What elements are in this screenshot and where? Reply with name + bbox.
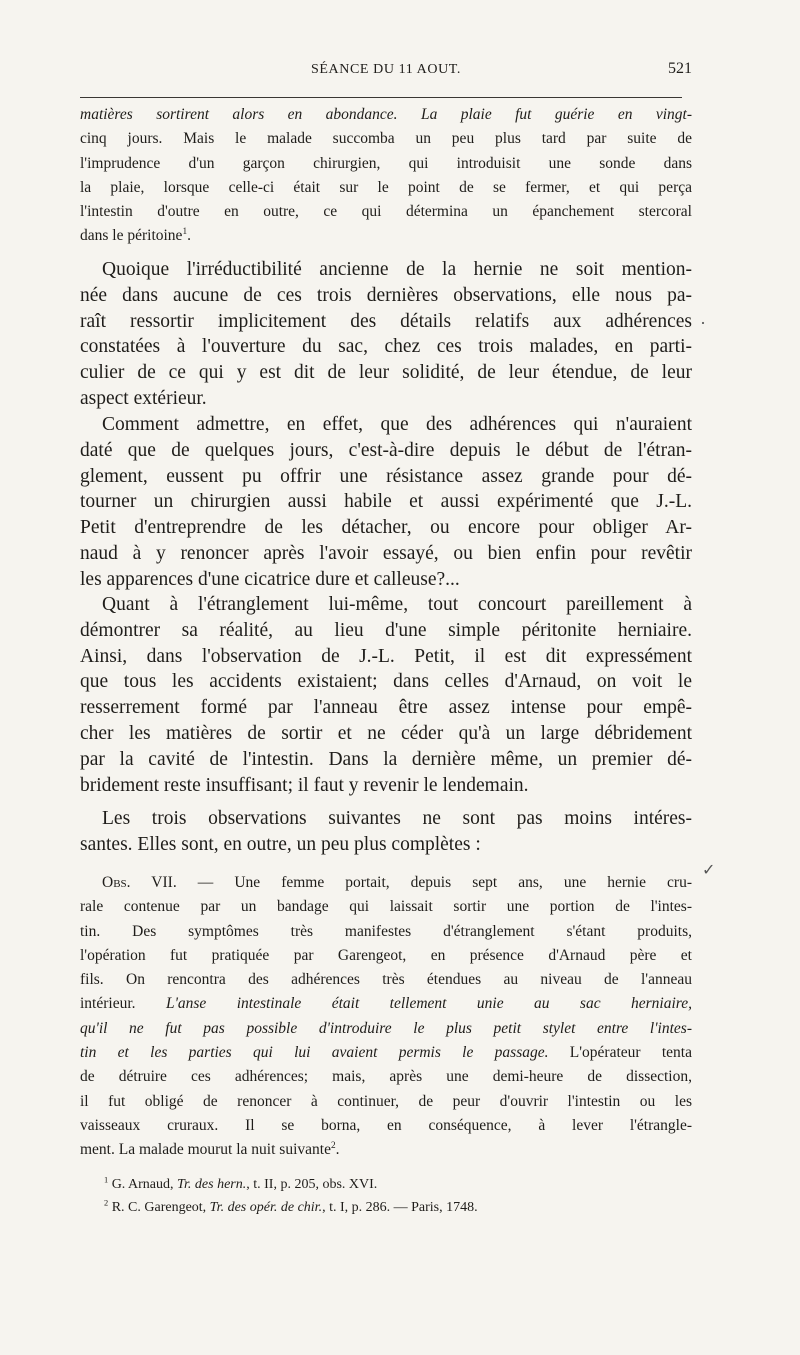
text-segment-italic: Tr. des opér. de chir. bbox=[209, 1200, 323, 1215]
header-rule bbox=[80, 97, 682, 98]
text-line: glement, eussent pu offrir une résistance assez grande pour dé- bbox=[80, 465, 692, 487]
text-line bbox=[80, 103, 692, 127]
text-segment: R. C. Garengeot, bbox=[108, 1200, 210, 1215]
page-number: 521 bbox=[668, 60, 692, 77]
text-line: Ainsi, dans l'observation de J.-L. Petit, il est dit expressément bbox=[80, 645, 692, 667]
text-line: Quant à l'étranglement lui-même, tout concourt pareillement à bbox=[102, 594, 692, 615]
text-line: constatées à l'ouverture du sac, chez ces trois malades, en parti- bbox=[80, 336, 692, 358]
text-segment: G. Arnaud, bbox=[108, 1177, 178, 1192]
text-segment-italic: qu'il ne fut pas possible d'introduire le plus petit stylet entre l'intes- bbox=[80, 1019, 692, 1037]
text-line bbox=[80, 992, 692, 1016]
paragraph-irreductibilite bbox=[80, 257, 692, 412]
text-segment: L'opérateur tenta bbox=[548, 1044, 692, 1062]
text-line: Les trois observations suivantes ne sont pas moins intéres- bbox=[102, 808, 692, 829]
text-line: rale contenue par un bandage qui laissait sortir une portion de l'intes- bbox=[80, 898, 692, 916]
paragraph-continuation bbox=[80, 103, 692, 249]
margin-dot: · bbox=[700, 313, 706, 333]
text-line: santes. Elles sont, en outre, un peu plus complètes : bbox=[80, 833, 481, 855]
text-line: Quoique l'irréductibilité ancienne de la hernie ne soit mention- bbox=[102, 259, 692, 280]
text-line: que tous les accidents existaient; dans celles d'Arnaud, on voit le bbox=[80, 671, 692, 693]
footnote-2 bbox=[104, 1196, 684, 1219]
text-line: démontrer sa réalité, au lieu d'une simple péritonite herniaire. bbox=[80, 619, 692, 641]
text-line: dans le péritoine$^1$. bbox=[80, 227, 191, 245]
text-line bbox=[80, 1017, 692, 1041]
text-line: la plaie, lorsque celle-ci était sur le point de se fermer, et qui perça bbox=[80, 178, 692, 196]
text-segment: , t. I, p. 286. — Paris, 1748. bbox=[322, 1200, 478, 1215]
text-line: tourner un chirurgien aussi habile et aussi expérimenté que J.-L. bbox=[80, 491, 692, 513]
text-segment: — Une femme portait, depuis sept ans, une hernie cru- bbox=[176, 874, 692, 891]
text-line: il fut obligé de renoncer à continuer, de peur d'ouvrir l'intestin ou les bbox=[80, 1092, 692, 1110]
text-line: l'opération fut pratiquée par Garengeot, en présence d'Arnaud père et bbox=[80, 946, 692, 964]
paragraph-comment-admettre bbox=[80, 412, 692, 593]
text-line: vaisseaux cruraux. Il se borna, en conséquence, à lever l'étrangle- bbox=[80, 1116, 692, 1134]
footnote-mark: 2 bbox=[104, 1198, 109, 1208]
text-line: par la cavité de l'intestin. Dans la dernière même, un premier dé- bbox=[80, 748, 692, 770]
text-segment-italic: L'anse intestinale était tellement unie au sac herniaire, bbox=[165, 995, 692, 1013]
footnote-mark: 1 bbox=[104, 1175, 109, 1185]
text-line: ment. La malade mourut la nuit suivante$^2$. bbox=[80, 1141, 340, 1159]
text-line bbox=[80, 871, 692, 895]
text-line: tin. Des symptômes très manifestes d'étranglement s'étant produits, bbox=[80, 922, 692, 940]
text-line: cher les matières de sortir et ne céder qu'à un large débridement bbox=[80, 722, 692, 744]
text-line: cinq jours. Mais le malade succomba un peu plus tard par suite de bbox=[80, 130, 692, 148]
text-line: l'imprudence d'un garçon chirurgien, qui introduisit une sonde dans bbox=[80, 154, 692, 172]
footnote-ref: 1 bbox=[182, 227, 188, 238]
text-segment: , t. II, p. 205, obs. XVI. bbox=[246, 1177, 378, 1192]
text-line: de détruire ces adhérences; mais, après une demi-heure de dissection, bbox=[80, 1068, 692, 1086]
text-line bbox=[80, 1041, 692, 1065]
margin-check-mark: ✓ bbox=[702, 862, 716, 879]
text-line: les apparences d'une cicatrice dure et calleuse?... bbox=[80, 568, 460, 590]
text-line: Petit d'entreprendre de les détacher, ou encore pour obliger Ar- bbox=[80, 517, 692, 539]
observation-label: Obs. VII. bbox=[102, 874, 177, 891]
text-line: resserrement formé par l'anneau être assez intense pour empê- bbox=[80, 697, 692, 719]
text-segment: intérieur. bbox=[80, 995, 166, 1013]
running-title: SÉANCE DU 11 AOUT. bbox=[310, 62, 462, 77]
text-line: naud à y renoncer après l'avoir essayé, ou bien enfin pour revêtir bbox=[80, 542, 692, 564]
footnote-1 bbox=[104, 1173, 684, 1196]
text-line: l'intestin d'outre en outre, ce qui détermina un épanchement stercoral bbox=[80, 203, 692, 221]
observation-vii bbox=[80, 871, 692, 1163]
text-line: aspect extérieur. bbox=[80, 387, 207, 409]
text-line: Comment admettre, en effet, que des adhérences qui n'auraient bbox=[102, 414, 692, 435]
text-line: culier de ce qui y est dit de leur solidité, de leur étendue, de leur bbox=[80, 362, 692, 384]
text-segment: ment. La malade mourut la nuit suivante bbox=[80, 1141, 331, 1159]
page-header bbox=[80, 60, 692, 90]
text-line: raît ressortir implicitement des détails relatifs aux adhérences bbox=[80, 310, 692, 332]
paragraph-etranglement bbox=[80, 592, 692, 798]
text-segment: dans le péritoine bbox=[80, 227, 183, 245]
text-line: bridement reste insuffisant; il faut y revenir le lendemain. bbox=[80, 774, 529, 796]
text-line: fils. On rencontra des adhérences très étendues au niveau de l'anneau bbox=[80, 971, 692, 989]
paragraph-trois-observations bbox=[80, 806, 692, 858]
text-segment-italic: tin et les parties qui lui avaient permis le passage. bbox=[80, 1044, 549, 1062]
text-line: née dans aucune de ces trois dernières observations, elle nous pa- bbox=[80, 284, 692, 306]
text-line-italic: matières sortirent alors en abondance. La plaie fut guérie en vingt- bbox=[80, 106, 692, 123]
text-line: daté que de quelques jours, c'est-à-dire depuis le début de l'étran- bbox=[80, 439, 692, 461]
text-segment-italic: Tr. des hern. bbox=[177, 1177, 247, 1192]
footnote-ref: 2 bbox=[330, 1141, 336, 1152]
footnotes bbox=[104, 1173, 684, 1219]
